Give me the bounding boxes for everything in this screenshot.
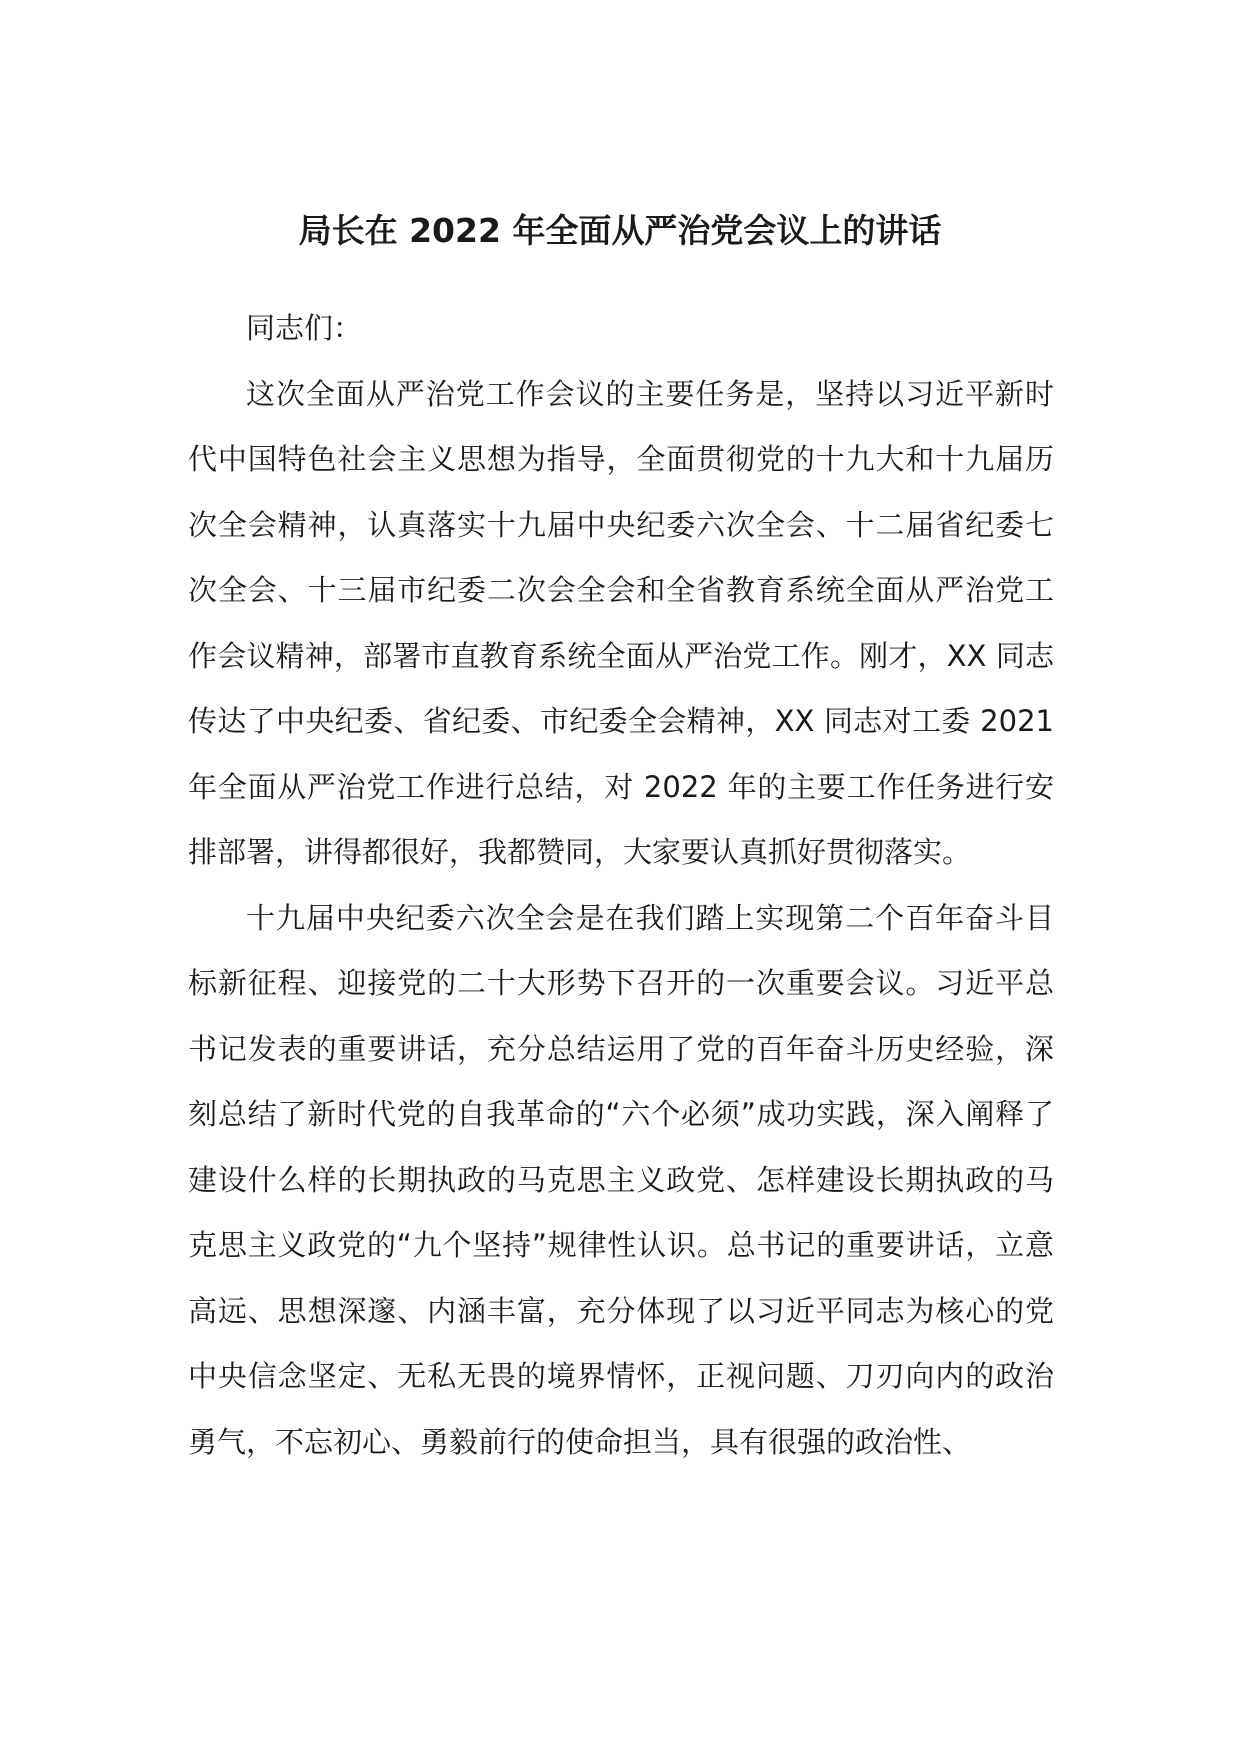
- greeting: 同志们：: [246, 311, 363, 345]
- document-title: 局长在 2022 年全面从严治党会议上的讲话: [298, 211, 942, 250]
- paragraph-1: 这次全面从严治党工作会议的主要任务是，坚持以习近平新时代中国特色社会主义思想为指导，全面贯彻党的十九大和十九届历次全会精神，认真落实十九届中央纪委六次全会、十二届省纪委七次全会、十三届市纪委二次会全会和全省教育系统全面从严治党工作会议精神，部署市直教育系统全面从严治党工作。刚才，XX 同志传达了中央纪委、省纪委、市纪委全会精神，XX 同志对工委 2021 年全面从严治党工作进行总结，对 2022 年的主要工作任务进行安排部署，讲得都很好，我都赞同，大家要认真抓好贯彻落实。: [188, 376, 1054, 869]
- document-body: [188, 296, 1054, 1475]
- paragraph-2: 十九届中央纪委六次全会是在我们踏上实现第二个百年奋斗目标新征程、迎接党的二十大形势下召开的一次重要会议。习近平总书记发表的重要讲话，充分总结运用了党的百年奋斗历史经验，深刻总结了新时代党的自我革命的“六个必须”成功实践，深入阐释了建设什么样的长期执政的马克思主义政党、怎样建设长期执政的马克思主义政党的“九个坚持”规律性认识。总书记的重要讲话，立意高远、思想深邃、内涵丰富，充分体现了以习近平同志为核心的党中央信念坚定、无私无畏的境界情怀，正视问题、刀刃向内的政治勇气，不忘初心、勇毅前行的使命担当，具有很强的政治性、: [188, 900, 1054, 1459]
